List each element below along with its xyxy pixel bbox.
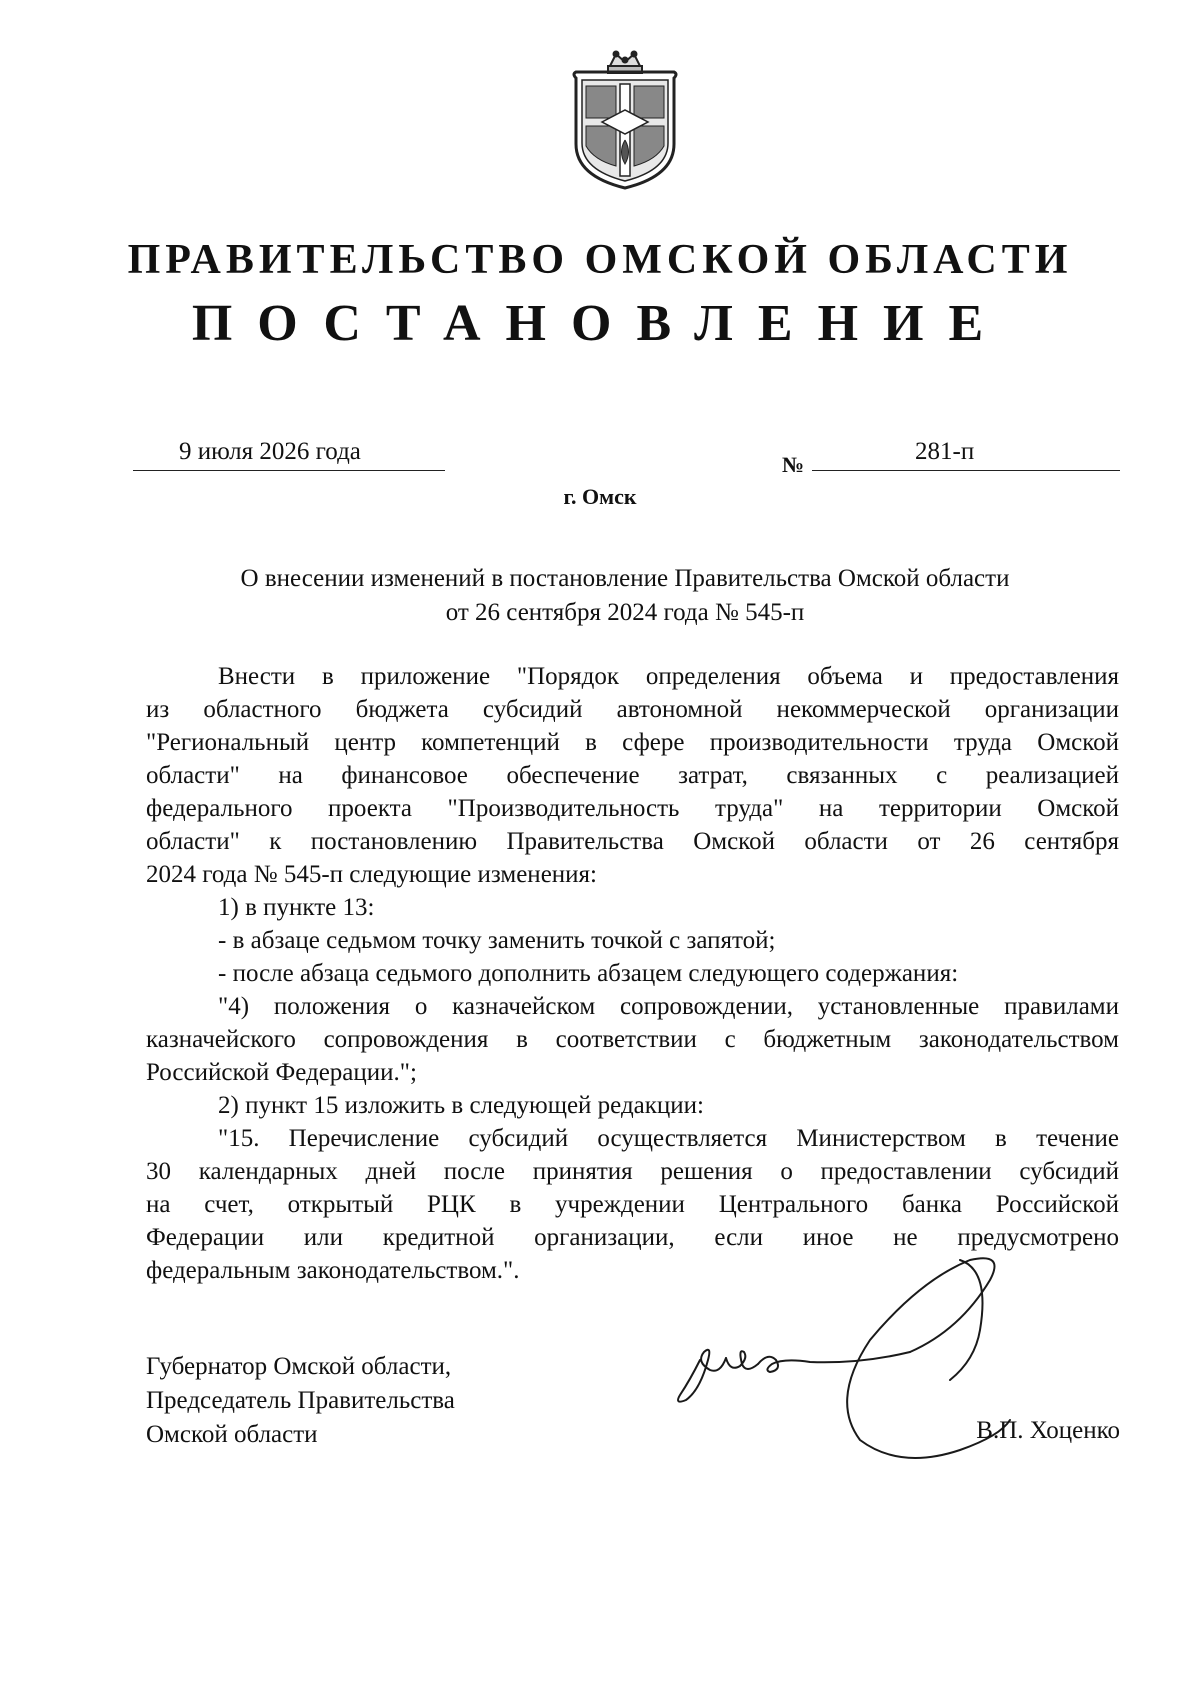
body-line: Российской Федерации.";	[146, 1059, 417, 1086]
government-title: ПРАВИТЕЛЬСТВО ОМСКОЙ ОБЛАСТИ	[127, 237, 1073, 283]
document-body	[146, 660, 1119, 1287]
signatory-position	[146, 1350, 455, 1452]
body-line: 2024 года № 545-п следующие изменения:	[146, 861, 597, 888]
body-line: 1) в пункте 13:	[218, 894, 375, 921]
body-line: федеральным законодательством.".	[146, 1257, 520, 1284]
body-line: 2) пункт 15 изложить в следующей редакции:	[218, 1092, 704, 1119]
document-number: 281-п	[915, 438, 975, 465]
position-line: Председатель Правительства	[146, 1387, 455, 1414]
number-sign: №	[782, 452, 805, 477]
omsk-coat-of-arms-icon	[564, 48, 686, 192]
signatory-name: В.П. Хоценко	[976, 1417, 1120, 1444]
subject-line: О внесении изменений в постановление Правительства Омской области	[240, 565, 1010, 592]
body-line: области" на финансовое обеспечение затрат, связанных с реализацией	[146, 762, 1119, 789]
body-line: из областного бюджета субсидий автономной некоммерческой организации	[146, 696, 1119, 723]
position-line: Омской области	[146, 1421, 318, 1448]
body-line: на счет, открытый РЦК в учреждении Центрального банка Российской	[146, 1191, 1119, 1218]
date-field	[133, 436, 445, 471]
body-line: Федерации или кредитной организации, если иное не предусмотрено	[146, 1224, 1119, 1251]
document-type: ПОСТАНОВЛЕНИЕ	[191, 295, 1009, 352]
body-line: - в абзаце седьмом точку заменить точкой с запятой;	[218, 927, 776, 954]
body-line: 30 календарных дней после принятия решения о предоставлении субсидий	[146, 1158, 1119, 1185]
body-line: - после абзаца седьмого дополнить абзацем следующего содержания:	[218, 960, 959, 987]
position-line: Губернатор Омской области,	[146, 1353, 452, 1380]
body-line: казначейского сопровождения в соответствии с бюджетным законодательством	[146, 1026, 1119, 1053]
body-line: федерального проекта "Производительность труда" на территории Омской	[146, 795, 1119, 822]
subject-line: от 26 сентября 2024 года № 545-п	[445, 599, 805, 626]
city: г. Омск	[563, 484, 637, 509]
body-line: Внести в приложение "Порядок определения объема и предоставления	[218, 663, 1119, 690]
body-line: "15. Перечисление субсидий осуществляется Министерством в течение	[218, 1125, 1119, 1152]
document-subject	[130, 562, 1120, 630]
body-line: "4) положения о казначейском сопровождении, установленные правилами	[218, 993, 1119, 1020]
body-line: "Региональный центр компетенций в сфере производительности труда Омской	[146, 729, 1119, 756]
body-line: области" к постановлению Правительства Омской области от 26 сентября	[146, 828, 1119, 855]
document-date: 9 июля 2026 года	[179, 438, 361, 465]
number-field	[812, 436, 1120, 471]
